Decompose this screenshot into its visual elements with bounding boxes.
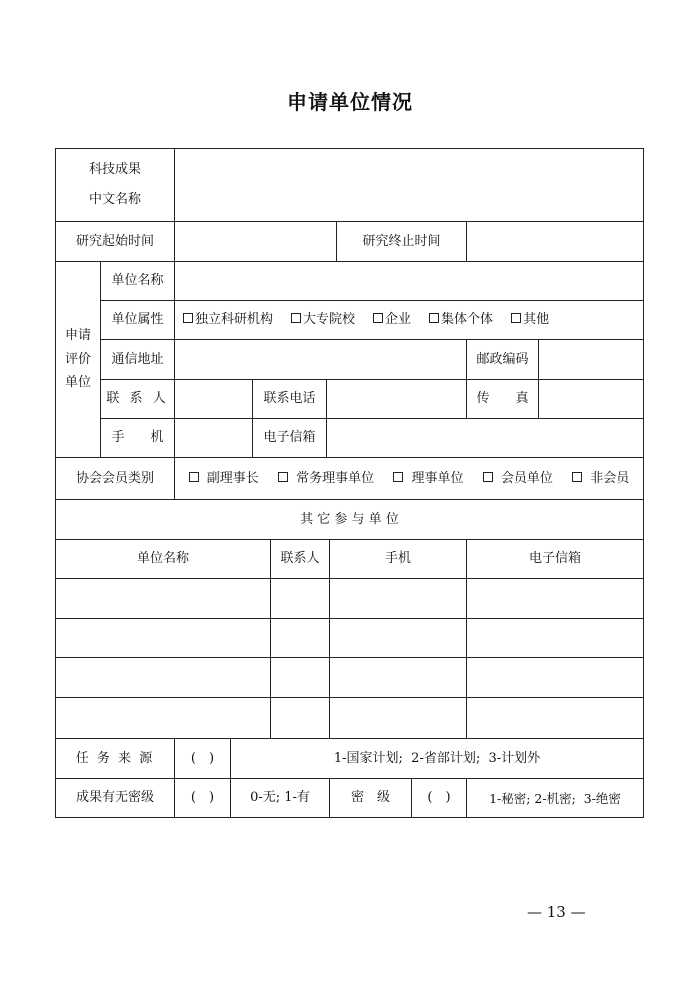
secrecy-value[interactable]: ( ) <box>174 778 231 818</box>
page-number: — 13 — <box>527 903 586 921</box>
unit-attr-option-other[interactable]: 其他 <box>511 312 549 328</box>
unit-name-label: 单位名称 <box>100 261 175 301</box>
table-row-4-contact[interactable] <box>270 697 330 739</box>
table-row-1-contact[interactable] <box>270 578 330 619</box>
applicant-label-line2: 评价 <box>64 351 91 367</box>
research-start-field[interactable] <box>174 221 337 262</box>
table-row-1-mobile[interactable] <box>329 578 467 619</box>
applicant-section-label <box>55 261 101 458</box>
checkbox-icon[interactable] <box>572 472 582 482</box>
research-start-label: 研究起始时间 <box>55 221 175 262</box>
task-source-options: 1-国家计划; 2-省部计划; 3-计划外 <box>230 738 644 779</box>
table-row-2-email[interactable] <box>466 618 644 658</box>
unit-attr-label: 单位属性 <box>100 300 175 340</box>
contact-label: 联 系 人 <box>100 379 175 419</box>
unit-attr-option-research[interactable]: 独立科研机构 <box>183 312 273 328</box>
postcode-label: 邮政编码 <box>466 339 539 380</box>
table-row-2-mobile[interactable] <box>329 618 467 658</box>
table-row-3-contact[interactable] <box>270 657 330 698</box>
mobile-field[interactable] <box>174 418 253 458</box>
other-units-col-contact: 联系人 <box>270 539 330 579</box>
membership-option-non-member[interactable]: 非会员 <box>572 471 629 487</box>
research-end-field[interactable] <box>466 221 644 262</box>
mobile-label: 手 机 <box>100 418 175 458</box>
task-source-label: 任 务 来 源 <box>55 738 175 779</box>
other-units-title: 其 它 参 与 单 位 <box>55 499 644 540</box>
achievement-name-label-line1: 科技成果 <box>88 162 141 178</box>
membership-options <box>174 457 644 500</box>
checkbox-icon[interactable] <box>183 313 193 323</box>
secrecy-options: 0-无; 1-有 <box>230 778 330 818</box>
checkbox-icon[interactable] <box>483 472 493 482</box>
applicant-label-line3: 单位 <box>64 375 91 391</box>
email-label: 电子信箱 <box>252 418 327 458</box>
achievement-name-label <box>55 148 175 222</box>
achievement-name-field[interactable] <box>174 148 644 222</box>
unit-attr-option-enterprise[interactable]: 企业 <box>373 312 411 328</box>
table-row-1-email[interactable] <box>466 578 644 619</box>
checkbox-icon[interactable] <box>429 313 439 323</box>
table-row-3-email[interactable] <box>466 657 644 698</box>
unit-attr-option-collective[interactable]: 集体个体 <box>429 312 493 328</box>
table-row-3-mobile[interactable] <box>329 657 467 698</box>
fax-field[interactable] <box>538 379 644 419</box>
email-field[interactable] <box>326 418 644 458</box>
research-end-label: 研究终止时间 <box>336 221 467 262</box>
address-label: 通信地址 <box>100 339 175 380</box>
membership-option-executive[interactable]: 常务理事单位 <box>278 471 374 487</box>
phone-field[interactable] <box>326 379 467 419</box>
table-row-3-name[interactable] <box>55 657 271 698</box>
address-field[interactable] <box>174 339 467 380</box>
other-units-col-name: 单位名称 <box>55 539 271 579</box>
applicant-label-line1: 申请 <box>64 328 91 344</box>
secrecy-level-label: 密 级 <box>329 778 412 818</box>
page-title: 申请单位情况 <box>287 90 413 114</box>
postcode-field[interactable] <box>538 339 644 380</box>
table-row-1-name[interactable] <box>55 578 271 619</box>
other-units-col-email: 电子信箱 <box>466 539 644 579</box>
table-row-2-name[interactable] <box>55 618 271 658</box>
checkbox-icon[interactable] <box>393 472 403 482</box>
membership-label: 协会会员类别 <box>55 457 175 500</box>
achievement-name-label-line2: 中文名称 <box>88 192 141 207</box>
checkbox-icon[interactable] <box>278 472 288 482</box>
task-source-value[interactable]: ( ) <box>174 738 231 779</box>
application-form-table <box>55 148 644 818</box>
other-units-col-mobile: 手机 <box>329 539 467 579</box>
table-row-4-mobile[interactable] <box>329 697 467 739</box>
secrecy-level-value[interactable]: ( ) <box>411 778 467 818</box>
checkbox-icon[interactable] <box>189 472 199 482</box>
checkbox-icon[interactable] <box>511 313 521 323</box>
checkbox-icon[interactable] <box>291 313 301 323</box>
table-row-2-contact[interactable] <box>270 618 330 658</box>
table-row-4-name[interactable] <box>55 697 271 739</box>
secrecy-level-options: 1-秘密; 2-机密; 3-绝密 <box>466 778 644 818</box>
membership-option-member[interactable]: 会员单位 <box>483 471 553 487</box>
contact-field[interactable] <box>174 379 253 419</box>
unit-attr-option-college[interactable]: 大专院校 <box>291 312 355 328</box>
unit-name-field[interactable] <box>174 261 644 301</box>
unit-attr-options <box>174 300 644 340</box>
fax-label: 传 真 <box>466 379 539 419</box>
table-row-4-email[interactable] <box>466 697 644 739</box>
checkbox-icon[interactable] <box>373 313 383 323</box>
phone-label: 联系电话 <box>252 379 327 419</box>
membership-option-director[interactable]: 理事单位 <box>393 471 463 487</box>
membership-option-vice-chair[interactable]: 副理事长 <box>189 471 259 487</box>
secrecy-label: 成果有无密级 <box>55 778 175 818</box>
